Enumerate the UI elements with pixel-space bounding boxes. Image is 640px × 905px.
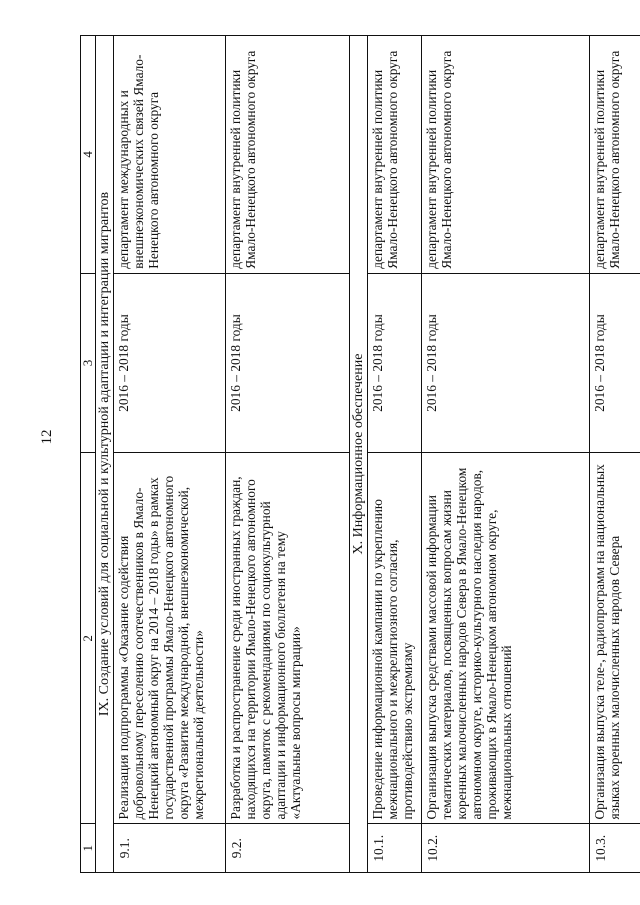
period-text: 2016 – 2018 годы — [422, 273, 590, 453]
section-title-x: X. Информационное обеспечение — [350, 36, 368, 873]
period-text: 2016 – 2018 годы — [114, 273, 226, 453]
row-number: 10.1. — [368, 824, 422, 873]
table-row — [590, 36, 640, 873]
page-number-text: 12 — [39, 429, 55, 445]
period-text: 2016 – 2018 годы — [226, 273, 350, 453]
column-number-3: 3 — [81, 273, 96, 453]
table-row — [114, 36, 226, 873]
section-heading-row — [96, 36, 114, 873]
measure-text: Разработка и распространение среди иностранных граждан, находящихся на территории Ямало-Ненецкого автономного округа, памяток с рекомендациями по социокультурной адаптации и информационного бюллетеня на тему «Актуальные вопросы миграции» — [226, 453, 350, 824]
executor-text: департамент международных и внешнеэкономических связей Ямало-Ненецкого автономного округа — [114, 36, 226, 274]
row-number: 10.2. — [422, 824, 590, 873]
table-row — [422, 36, 590, 873]
row-number: 9.1. — [114, 824, 226, 873]
rotated-table-container — [80, 35, 622, 873]
executor-text: департамент внутренней политики Ямало-Ненецкого автономного округа — [368, 36, 422, 274]
measure-text: Организация выпуска теле-, радиопрограмм на национальных языках коренных малочисленных народов Севера — [590, 453, 640, 824]
column-number-1: 1 — [81, 824, 96, 873]
period-text: 2016 – 2018 годы — [368, 273, 422, 453]
column-number-2: 2 — [81, 453, 96, 824]
measures-table — [80, 35, 640, 873]
table-row — [368, 36, 422, 873]
measure-text: Организация выпуска средствами массовой информации тематических материалов, посвященных вопросам жизни коренных малочисленных народов Севера в Ямало-Ненецком автономном округе, историко-культурного наследия народов, проживающих в Ямало-Ненецком автономном округе, межнациональных отношений — [422, 453, 590, 824]
row-number: 9.2. — [226, 824, 350, 873]
table-row — [226, 36, 350, 873]
page-number — [38, 428, 56, 458]
section-title-ix: IX. Создание условий для социальной и культурной адаптации и интеграции мигрантов — [96, 36, 114, 873]
measure-text: Реализация подпрограммы «Оказание содействия добровольному переселению соотечественников в Ямало-Ненецкий автономный округ на 2014 – 2018 годы» в рамках государственной программы Ямало-Ненецкого автономного округа «Развитие международной, внешнеэкономической, межрегиональной деятельности» — [114, 453, 226, 824]
table-wrapper — [80, 35, 622, 873]
executor-text: департамент внутренней политики Ямало-Ненецкого автономного округа — [590, 36, 640, 274]
measure-text: Проведение информационной кампании по укреплению межнационального и межрелигиозного согласия, противодействию экстремизму — [368, 453, 422, 824]
column-number-4: 4 — [81, 36, 96, 274]
section-heading-row — [350, 36, 368, 873]
executor-text: департамент внутренней политики Ямало-Ненецкого автономного округа — [226, 36, 350, 274]
row-number: 10.3. — [590, 824, 640, 873]
executor-text: департамент внутренней политики Ямало-Ненецкого автономного округа — [422, 36, 590, 274]
column-number-row — [81, 36, 96, 873]
period-text: 2016 – 2018 годы — [590, 273, 640, 453]
